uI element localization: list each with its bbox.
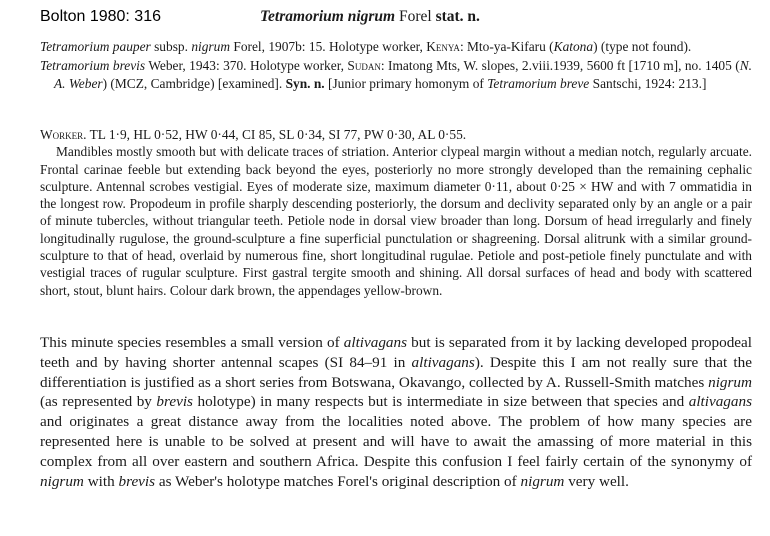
discussion-taxon: altivagans (343, 334, 408, 351)
discussion-taxon: altivagans (411, 353, 475, 371)
syn-homonym-name: Tetramorium breve (487, 75, 590, 91)
page-heading (260, 8, 480, 26)
discussion-text: very well. (564, 472, 629, 490)
discussion-text: as Weber's holotype matches Forel's original description of (155, 472, 521, 490)
heading-status: stat. n. (435, 8, 480, 25)
heading-taxon: Tetramorium nigrum (260, 8, 396, 25)
syn-country: Kenya (426, 39, 460, 54)
syn-name: Tetramorium brevis (40, 58, 146, 74)
discussion-text: This minute species resembles a small version of (40, 334, 344, 351)
discussion-paragraph (40, 333, 752, 491)
syn-homonym-note: [Junior primary homonym of (328, 75, 484, 91)
heading-author: Forel (398, 8, 432, 25)
worker-description-text: Mandibles mostly smooth but with delicate traces of striation. Anterior clypeal margin without a median notch, regularly arcuate. Frontal carinae feeble but extending back beyond the eyes, posteriorly no more strongly developed than the remaining cephalic sculpture. Antennal scrobes vestigial. Eyes of moderate size, maximum diameter 0·11, about 0·25 × HW and with 7 ommatidia in the longest row. Propodeum in profile sharply descending posteriorly, the dorsum and declivity separated only by an angle or a pair of minute tubercles, without triangular teeth. Petiole node in dorsal view broader than long. Dorsum of head irregularly and finely longitudinally rugulose, the ground-sculpture a fine superficial punctulation or shagreening. Dorsal alitrunk with a similar ground-sculpture to that of head, overlaid by numerous fine, short longitudinal rugulae. Petiole and post-petiole finely punctulate and with vestigial traces of rugular sculpture. First gastral tergite smooth and shining. All dorsal surfaces of head and body with scattered short, stout, blunt hairs. Colour dark brown, the appendages yellow-brown. (40, 144, 752, 298)
syn-label: Syn. n. (285, 75, 325, 91)
worker-label: Worker. (40, 127, 87, 142)
syn-type-info: Holotype worker, (328, 39, 423, 54)
syn-citation: Forel, 1907b: 15. (233, 39, 326, 54)
worker-measurements-line (40, 126, 752, 143)
discussion-text: but is separated from it by lacking developed propodeal teeth and by having shorter antennal scapes (SI 84–91 in (40, 334, 752, 371)
discussion-text: holotype) in many respects but is intermediate in size between that species and (192, 393, 689, 411)
discussion-taxon: brevis (118, 472, 156, 490)
discussion-taxon: altivagans (688, 393, 752, 411)
synonymy-entry-brevis (40, 57, 752, 92)
discussion-taxon: nigrum (520, 472, 565, 490)
syn-country: Sudan (347, 58, 381, 74)
discussion-taxon: nigrum (40, 472, 84, 490)
synonymy-list (40, 38, 752, 92)
source-label: Bolton 1980: 316 (40, 8, 161, 25)
discussion-text: (as represented by (40, 393, 157, 411)
synonymy-entry-pauper (40, 38, 752, 55)
discussion-text: and originates a great distance away from the localities noted above. The problem of how many species are represented here is unable to be solved at present and will have to await the amassing of more material in this complex from all over eastern and southern Africa. Despite this confusion I feel fairly certain of the synonymy of (40, 413, 752, 470)
syn-citation: Weber, 1943: 370. (148, 58, 247, 74)
syn-collector: Katona (553, 39, 594, 54)
worker-description (40, 126, 752, 299)
syn-type-info: Holotype worker, (249, 58, 344, 74)
syn-rank: subsp. (154, 39, 188, 54)
syn-locality: : Imatong Mts, W. slopes, 2.viii.1939, 5600 ft [1710 m], no. 1405 ( (380, 58, 740, 74)
syn-repository: ) (MCZ, Cambridge) [examined]. (102, 75, 283, 91)
syn-homonym-citation: Santschi, 1924: 213.] (592, 75, 707, 91)
syn-name: Tetramorium pauper (40, 39, 151, 54)
syn-collector: N. A. Weber (54, 58, 752, 91)
discussion-taxon: nigrum (708, 373, 752, 391)
syn-epithet: nigrum (191, 39, 231, 54)
syn-note: ) (type not found). (593, 39, 692, 54)
syn-locality: : Mto-ya-Kifaru ( (459, 39, 554, 54)
discussion-text: ). Despite this I am not really sure that the differentiation is justified as a short series from Botswana, Okavango, collected by A. Russell-Smith matches (40, 353, 752, 391)
worker-measurements: TL 1·9, HL 0·52, HW 0·44, CI 85, SL 0·34, SI 77, PW 0·30, AL 0·55. (89, 127, 467, 142)
discussion-text: with (83, 472, 119, 490)
discussion-taxon: brevis (156, 393, 193, 411)
